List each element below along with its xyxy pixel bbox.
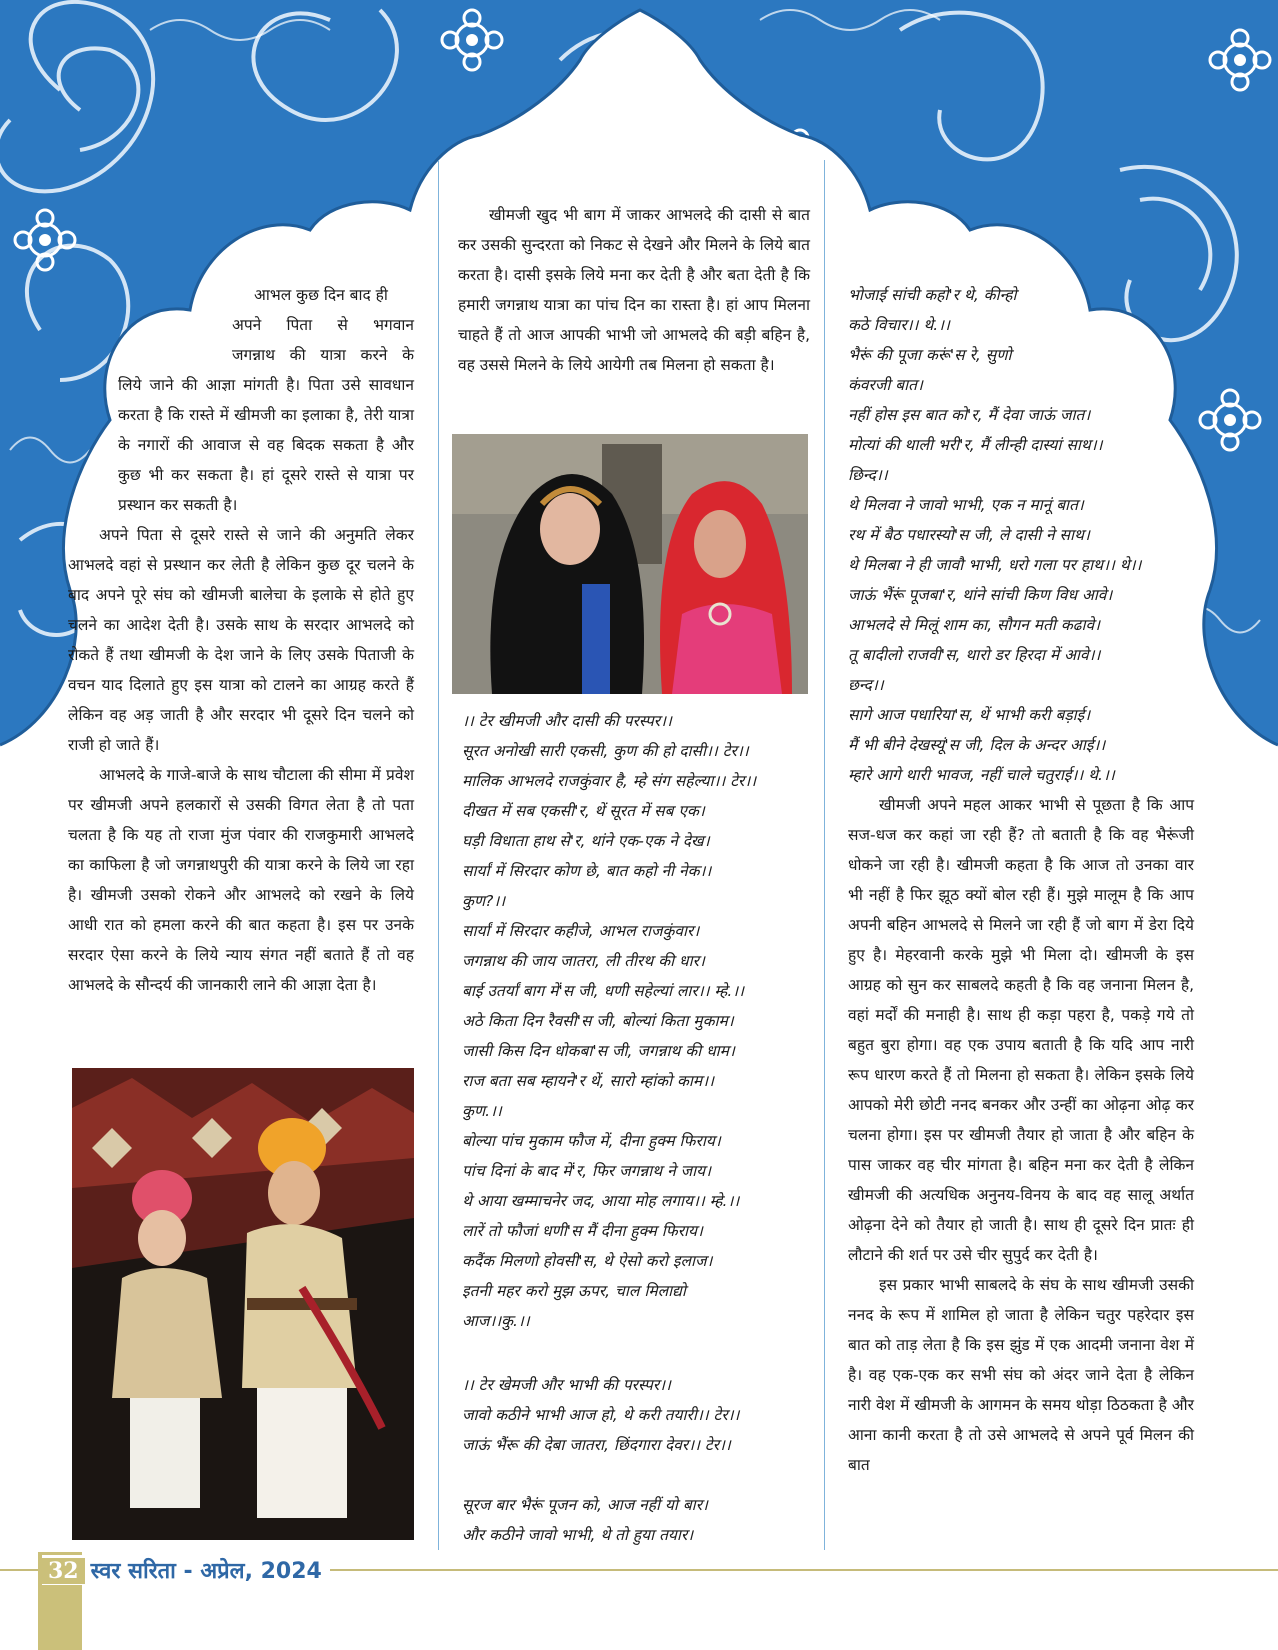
lead-line-2: अपने पिता से भगवान bbox=[232, 316, 414, 334]
verse-line: और कठीने जावो भाभी, थे तो हुया तयार। bbox=[462, 1526, 694, 1544]
verse-line: दीखत में सब एकसी'र, थें सूरत में सब एक। bbox=[462, 802, 705, 820]
paragraph-1: लिये जाने की आज्ञा मांगती है। पिता उसे सावधान करता है कि रास्ते में खीमजी का इलाका है, तेरी यात्रा के नगारों की आवाज से वह बिदक सकता है और कुछ भी कर सकता है। हां दूसरे रास्ते से यात्रा पर प्रस्थान कर सकती है। bbox=[118, 376, 414, 514]
verse-line: जावो कठीने भाभी आज हो, थे करी तयारी।। टेर।। bbox=[462, 1406, 740, 1424]
verse-line: सूरज बार भैरूं पूजन को, आज नहीं यो बार। bbox=[462, 1496, 708, 1514]
lead-line-1: आभल कुछ दिन बाद ही bbox=[254, 286, 388, 304]
verse-line: सूरत अनोखी सारी एकसी, कुण की हो दासी।। टेर।। bbox=[462, 742, 749, 760]
verse-line: आभलदे से मिलूं शाम का, सौगन मती कढावे। bbox=[848, 616, 1100, 634]
column-2 bbox=[458, 200, 810, 380]
verse-line: बोल्या पांच मुकाम फौज में, दीना हुक्म फिराय। bbox=[462, 1132, 721, 1150]
verse-khimji-dasi bbox=[462, 706, 812, 1336]
verse-line: छन्द।। bbox=[848, 676, 884, 694]
paragraph-2: इस प्रकार भाभी साबलदे के संघ के साथ खीमजी उसकी ननद के रूप में शामिल हो जाता है लेकिन चतुर पहरेदार इस बात को ताड़ लेता है कि इस झुंड में एक आदमी जनाना वेश में है। वह एक-एक कर सभी संघ को अंदर जाने देता है लेकिन नारी वेश में खीमजी के आगमन के समय थोड़ा ठिठकता है और आना कानी करता है तो उसे आभलदे से अपने पूर्व मिलन की बात bbox=[848, 1276, 1194, 1474]
paragraph-3: आभलदे के गाजे-बाजे के साथ चौटाला की सीमा में प्रवेश पर खीमजी अपने हलकारों से उसकी विगत लेता है तो पता चलता है कि यह तो राजा मुंज पंवार की राजकुमारी आभलदे का काफिला है जो जगन्नाथपुरी की यात्रा करने के लिये जा रहा है। खीमजी उसको रोकने और आभलदे को रखने के लिये आधी रात को हमला करने की बात कहता है। इस पर उनके सरदार ऐसा करने के लिये न्याय संगत नहीं बताते हैं तो वह आभलदे के सौन्दर्य की जानकारी लाने की आज्ञा देता है। bbox=[68, 766, 414, 994]
verse-line: अठे किता दिन रैवसी'स जी, बोल्यां किता मुकाम। bbox=[462, 1012, 734, 1030]
verse-suraj-bar bbox=[462, 1490, 812, 1550]
magazine-title: स्वर सरिता - अप्रेल, 2024 bbox=[90, 1559, 322, 1584]
verse-line: कठे विचार।। थे.।। bbox=[848, 316, 950, 334]
verse-line: छिन्द।। bbox=[848, 466, 888, 484]
verse-khemji-bhabhi bbox=[462, 1370, 812, 1460]
lead-line-3: जगन्नाथ की यात्रा करने के bbox=[232, 346, 414, 364]
column-1 bbox=[68, 280, 414, 1000]
verse-line: सार्यां में सिरदार कोण छे, बात कहो नी नेक।। bbox=[462, 862, 712, 880]
paragraph-1: खीमजी अपने महल आकर भाभी से पूछता है कि आप सज-धज कर कहां जा रही हैं? तो बताती है कि वह भैरूंजी धोकने जा रही है। खीमजी कहता है कि आज तो उनका वार भी नहीं है फिर झूठ क्यों बोल रही हैं। मुझे मालूम है कि आप अपनी बहिन आभलदे से मिलने जा रही हैं जो बाग में डेरा दिये हुए है। मेहरवानी करके मुझे भी मिला दो। खीमजी के इस आग्रह को सुन कर साबलदे कहती है कि वह जनाना मिलन है, वहां मर्दों की मनाही है। साथ ही कड़ा पहरा है, पकड़े गये तो बहुत बुरा होगा। वह एक उपाय बताती है कि यदि आप नारी रूप धारण करते हैं तो मिलना हो सकता है। लेकिन इसके लिये आपको मेरी छोटी ननद बनकर और उन्हीं का ओढ़ना ओढ़ कर चलना होगा। इस पर खीमजी तैयार हो जाता है और बहिन के पास जाकर वह चीर मांगता है। बहिन मना कर देती है लेकिन खीमजी की अत्यधिक अनुनय-विनय के बाद वह सालू अर्थात ओढ़ना देने को तैयार हो जाती है। साथ ही दूसरे दिन प्रातः ही लौटाने की शर्त पर उसे चीर सुपुर्द कर देती है। bbox=[848, 796, 1194, 1264]
photo-two-women bbox=[452, 434, 808, 694]
verse-line: मैं भी बीने देखस्यूं'स जी, दिल के अन्दर आई।। bbox=[848, 736, 1106, 754]
column-divider-right bbox=[824, 160, 825, 1550]
verse-line: म्हारे आगे थारी भावज, नहीं चाले चतुराई।। थे.।। bbox=[848, 766, 1115, 784]
photo-two-men-turbans bbox=[72, 1068, 414, 1540]
verse-line: कुण.।। bbox=[462, 1102, 502, 1120]
verse-line: सार्यां में सिरदार कहीजे, आभल राजकुंवार। bbox=[462, 922, 700, 940]
verse-line: नहीं होस इस बात को'र, मैं देवा जाऊं जात। bbox=[848, 406, 1091, 424]
verse-line: भोजाई सांची कहो'र थे, कीन्हो bbox=[848, 286, 1017, 304]
paragraph-2: अपने पिता से दूसरे रास्ते से जाने की अनुमति लेकर आभलदे वहां से प्रस्थान कर लेती है लेकिन कुछ दूर चलने के बाद अपने पूरे संघ को खीमजी बालेचा के इलाके से होते हुए चलने का आदेश देती है। उसके साथ के सरदार आभलदे को रोकते हैं तथा खीमजी के देश जाने के लिए उसके पिताजी के वचन याद दिलाते हुए इस यात्रा को टालने का आग्रह करते हैं लेकिन वह अड़ जाती है और सरदार भी दूसरे दिन चलने को राजी हो जाते हैं। bbox=[68, 526, 414, 754]
verse-line: जगन्नाथ की जाय जातरा, ली तीरथ की धार। bbox=[462, 952, 705, 970]
page-number: 32 bbox=[42, 1558, 85, 1584]
verse-line: भैरूं की पूजा करूं'स रे, सुणो bbox=[848, 346, 1012, 364]
verse-line: मालिक आभलदे राजकुंवार है, म्हे संग सहेल्या।। टेर।। bbox=[462, 772, 757, 790]
verse-line: कदैंक मिलणो होवसी'स, थे ऐसो करो इलाज। bbox=[462, 1252, 713, 1270]
verse-line: बाई उतर्यां बाग में'स जी, धणी सहेल्यां लार।। म्हे.।। bbox=[462, 982, 745, 1000]
column-divider-left bbox=[438, 160, 439, 1550]
verse-line: पांच दिनां के बाद में'र, फिर जगन्नाथ ने जाय। bbox=[462, 1162, 712, 1180]
verse-line: मोत्यां की थाली भरी'र, मैं लीन्ही दास्यां साथ।। bbox=[848, 436, 1103, 454]
verse-line: कंवरजी बात। bbox=[848, 376, 923, 394]
verse-line: रथ में बैठ पधारस्यो'स जी, ले दासी ने साथ। bbox=[848, 526, 1090, 544]
verse-line: तू बादीलो राजवी'स, थारो डर हिरदा में आवे।। bbox=[848, 646, 1101, 664]
verse-line: थे आया खम्माचनेर जद, आया मोह लगाय।। म्हे.।। bbox=[462, 1192, 740, 1210]
paragraph-1: खीमजी खुद भी बाग में जाकर आभलदे की दासी से बात कर उसकी सुन्दरता को निकट से देखने और मिलने के लिये बात करता है। दासी इसके लिये मना कर देती है और बता देती है कि हमारी जगन्नाथ यात्रा का पांच दिन का रास्ता है। हां आप मिलना चाहते हैं तो आज आपकी भाभी जो आभलदे की बड़ी बहिन है, वह उससे मिलने के लिये आयेगी तब मिलना हो सकता है। bbox=[458, 206, 810, 374]
verse-line: राज बता सब म्हायने'र थें, सारो म्हांको काम।। bbox=[462, 1072, 714, 1090]
verse-line: ।। टेर खीमजी और दासी की परस्पर।। bbox=[462, 712, 672, 730]
verse-line: कुण?।। bbox=[462, 892, 506, 910]
verse-line: थे मिलवा ने जावो भाभी, एक न मानूं बात। bbox=[848, 496, 1084, 514]
verse-line: जाऊं भैंरूं पूजबा'र, थांने सांची किण विध आवे। bbox=[848, 586, 1113, 604]
column-3-prose bbox=[848, 790, 1194, 1480]
verse-line: सागे आज पधारिया'स, थें भाभी करी बड़ाई। bbox=[848, 706, 1091, 724]
verse-line: थे मिलबा ने ही जावौ भाभी, धरो गला पर हाथ।। थे।। bbox=[848, 556, 1142, 574]
verse-line: ।। टेर खेमजी और भाभी की परस्पर।। bbox=[462, 1376, 671, 1394]
page-footer bbox=[42, 1555, 330, 1585]
verse-line: आज।।कु.।। bbox=[462, 1312, 530, 1330]
verse-line: जाऊं भैंरू की देबा जातरा, छिंदगारा देवर।। टेर।। bbox=[462, 1436, 731, 1454]
verse-line: इतनी महर करो मुझ ऊपर, चाल मिलाद्यो bbox=[462, 1282, 686, 1300]
verse-line: जासी किस दिन धोकबा'स जी, जगन्नाथ की धाम। bbox=[462, 1042, 735, 1060]
verse-line: लारें तो फौजां धणी'स मैं दीना हुक्म फिराय। bbox=[462, 1222, 703, 1240]
verse-line: घड़ी विधाता हाथ से'र, थांने एक-एक ने देख। bbox=[462, 832, 710, 850]
verse-bhojai bbox=[848, 280, 1198, 790]
